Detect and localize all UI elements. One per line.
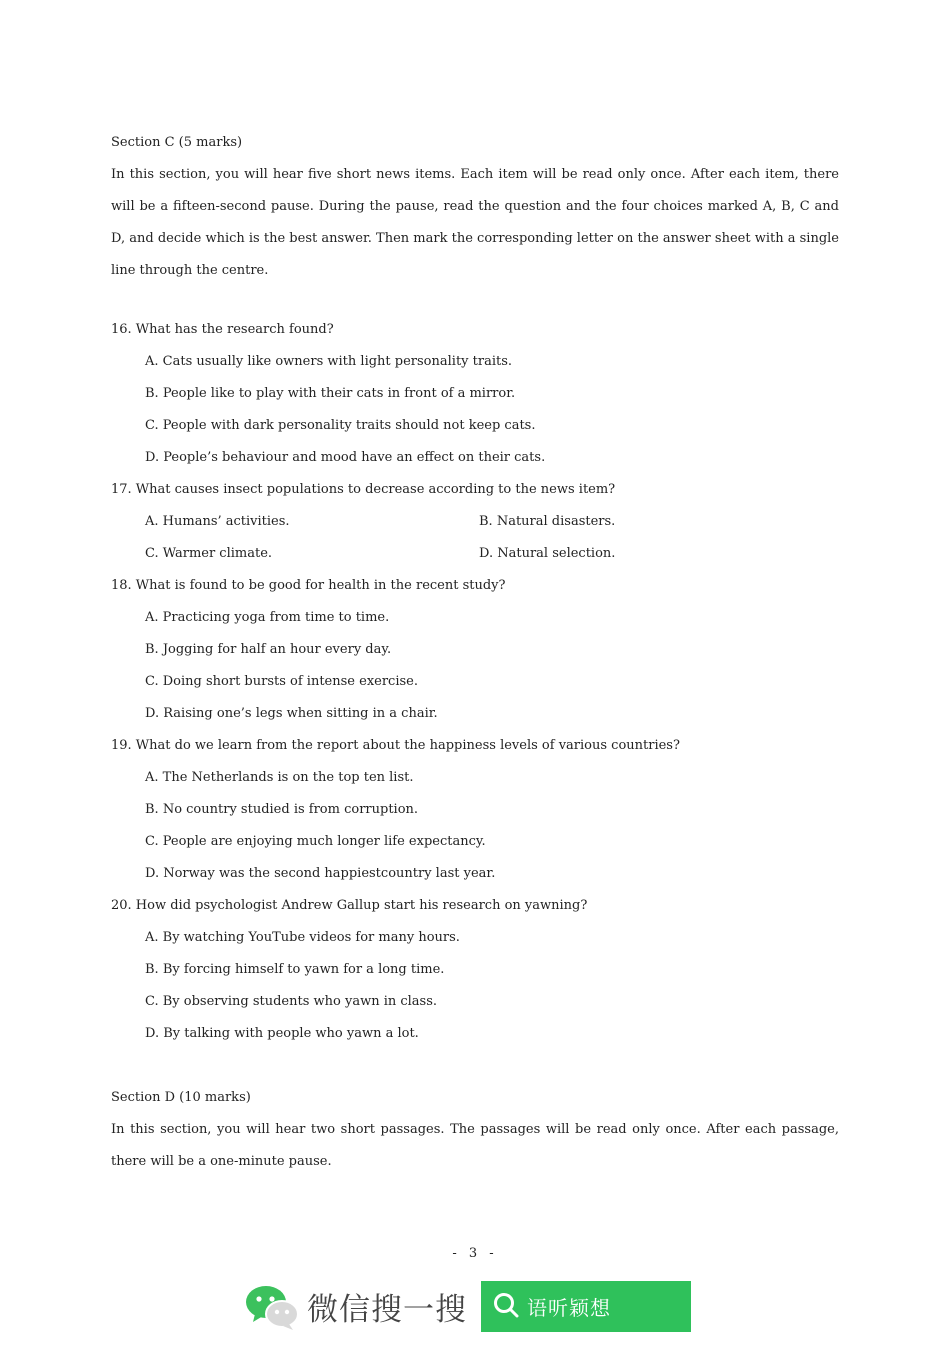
section-c-title: Section C (5 marks): [111, 135, 243, 150]
question-20: [111, 895, 839, 1055]
option-d: D. By talking with people who yawn a lot.: [145, 1026, 419, 1041]
option-b: B. Jogging for half an hour every day.: [145, 642, 392, 657]
section-d-instructions: In this section, you will hear two short passages. The passages will be read only once. After each passage, there will be a one-minute pause.: [111, 1122, 839, 1169]
exam-page-content: [111, 132, 839, 1178]
option-d: D. Natural selection.: [479, 546, 616, 561]
question-17: [111, 479, 839, 575]
option-b: B. By forcing himself to yawn for a long time.: [145, 962, 445, 977]
wechat-search-label: 微信搜一搜: [307, 1292, 467, 1328]
option-d: D. Raising one’s legs when sitting in a chair.: [145, 706, 438, 721]
option-c: C. People are enjoying much longer life expectancy.: [145, 834, 486, 849]
section-d-title: Section D (10 marks): [111, 1090, 251, 1105]
option-c: C. Doing short bursts of intense exercise.: [145, 674, 418, 689]
wechat-search-banner[interactable]: [245, 1281, 691, 1332]
question-stem: 19. What do we learn from the report about the happiness levels of various countries?: [111, 738, 680, 753]
option-d: D. Norway was the second happiestcountry last year.: [145, 866, 496, 881]
option-c: C. By observing students who yawn in class.: [145, 994, 438, 1009]
page-number: - 3 -: [452, 1246, 498, 1261]
search-query: 语听颖想: [527, 1296, 611, 1320]
option-a: A. The Netherlands is on the top ten list.: [145, 770, 414, 785]
option-c: C. Warmer climate.: [145, 546, 273, 561]
search-button[interactable]: [481, 1281, 691, 1332]
option-a: A. Humans’ activities.: [145, 514, 290, 529]
section-c-instructions: In this section, you will hear five short news items. Each item will be read only once. After each item, there will be a fifteen-second pause. During the pause, read the question and the four choices marked A, B, C and D, and decide which is the best answer. Then mark the corresponding letter on the answer sheet with a single line through the centre.: [111, 167, 839, 278]
option-c: C. People with dark personality traits should not keep cats.: [145, 418, 536, 433]
option-a: A. Cats usually like owners with light personality traits.: [145, 354, 513, 369]
option-b: B. No country studied is from corruption.: [145, 802, 419, 817]
option-b: B. People like to play with their cats in front of a mirror.: [145, 386, 516, 401]
option-a: A. By watching YouTube videos for many hours.: [145, 930, 460, 945]
question-16: [111, 319, 839, 479]
option-b: B. Natural disasters.: [479, 514, 616, 529]
wechat-icon: [245, 1284, 299, 1330]
search-icon: [493, 1292, 519, 1322]
question-18: [111, 575, 839, 735]
question-stem: 17. What causes insect populations to decrease according to the news item?: [111, 482, 616, 497]
question-19: [111, 735, 839, 895]
option-a: A. Practicing yoga from time to time.: [145, 610, 390, 625]
option-row: [111, 543, 839, 575]
question-stem: 18. What is found to be good for health in the recent study?: [111, 578, 506, 593]
question-stem: 16. What has the research found?: [111, 322, 334, 337]
option-d: D. People’s behaviour and mood have an effect on their cats.: [145, 450, 546, 465]
question-stem: 20. How did psychologist Andrew Gallup start his research on yawning?: [111, 898, 588, 913]
option-row: [111, 511, 839, 543]
